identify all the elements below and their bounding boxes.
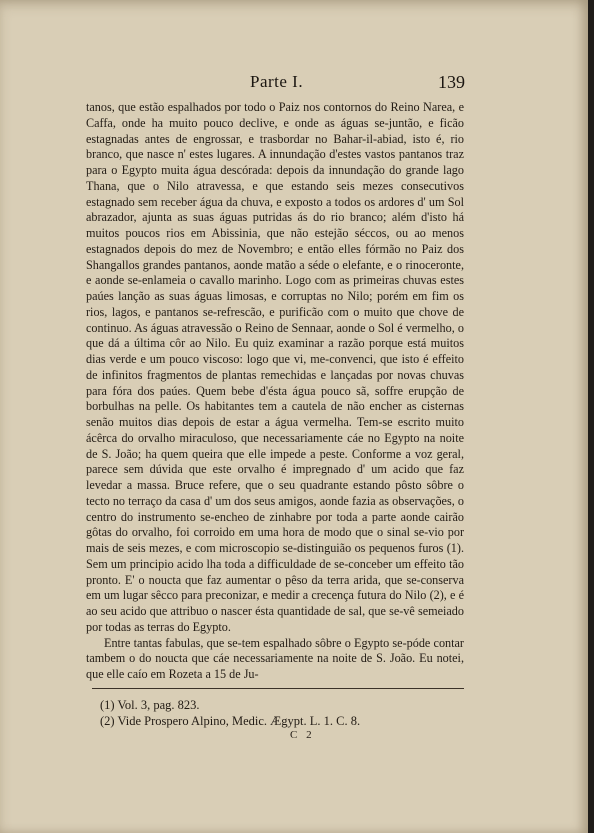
running-title: Parte I. — [250, 72, 304, 91]
body-text — [86, 100, 464, 683]
paragraph: Entre tantas fabulas, que se-tem espalhado sôbre o Egypto se-póde contar tambem o do noucta que cáe necessariamente na noite de S. João. Eu notei, que elle caío em Rozeta a 15 de Ju- — [86, 635, 464, 681]
running-header — [60, 72, 465, 98]
footnote-1: (1) Vol. 3, pag. 823. — [100, 698, 200, 712]
signature-mark: C 2 — [290, 729, 315, 741]
footnote-2: (2) Vide Prospero Alpino, Medic. Ægypt. L. 1. C. 8. — [100, 714, 361, 728]
paragraph: tanos, que estão espalhados por todo o Paiz nos contornos do Reino Narea, e Caffa, onde ha muito pouco declive, e onde as águas se-juntão, e ficão estagnadas antes de engrossar, e trasbordar no Bahar-il-abiad, isto é, rio branco, que nasce n' estes lugares. A innundação d'estes vastos pantanos traz para o Egypto muita água descórada: depois da innundação do grande lago Thana, que o Nilo atravessa, e que estando seis mezes consecutivos estagnado sem receber água da chuva, e exposto a todos os ardores d' um Sol abrazador, ajunta as suas águas putridas ás do rio branco; além d'isto há muitos poucos rios em Abissinia, que não estejão séccos, ou ao menos estagnados depois do mez de Novembro; e então elles fórmão no Paiz dos Shangallos grandes pantanos, aonde matão a séde o elefante, e o rinoceronte, e aonde se-enlameia o cavallo marinho. Logo com as primeiras chuvas estes paúes lanção as suas águas limosas, e corruptas no Nilo; porém em fim os rios, lagos, e pantanos se-refrescão, e purificão com o muito que chove de continuo. As águas atravessão o Reino de Sennaar, aonde o Sol é vermelho, o que dá a última côr ao Nilo. Eu quiz examinar a razão porque está muitos dias verde e um pouco viscoso: logo que vi, me-convenci, que isto é effeito de infinitos fragmentos de plantas remechidas e lançadas por novas chuvas para fóra dos paúes. Quem bebe d'ésta água pouco sã, soffre erupção de borbulhas na pelle. Os habitantes tem a cautela de não encher as cisternas senão muitos dias depois de estar a água vermelha. Tem-se escrito muito ácêrca do orvalho miraculoso, que necessariamente cáe no Egypto na noite de S. João; ha quem queira que elle impede a peste. Conforme a voz geral, parece sem dúvida que este orvalho é impregnado d' um acido que faz levedar a massa. Bruce refere, que o seu quadrante estando pôsto sôbre o tecto no terraço da casa d' um dos seus amigos, aonde fazia as observações, o centro do instrumento se-encheo de zinhabre por toda a parte aonde cairão gôtas do orvalho, foi corroido em uma hora de modo que o sinal se-vio por mais de seis mezes, e com microscopio se-distinguião os pequenos furos (1). Sem um principio acido lha toda a difficuldade de se-conceber um effeito tão pronto. E' o noucta que faz aumentar o pêso da terra arida, que se-conserva em um lugar sêcco para preconizar, e medir a crecença futura do Nilo (2), e é ao seu acido que attribuo o nascer ésta quantidade de sal, que se-vê semeiado por todas as terras do Egypto. — [86, 100, 464, 634]
footnote-rule — [92, 688, 464, 689]
footnotes — [100, 697, 460, 729]
page-number: 139 — [438, 72, 465, 92]
page-edge — [588, 0, 594, 833]
